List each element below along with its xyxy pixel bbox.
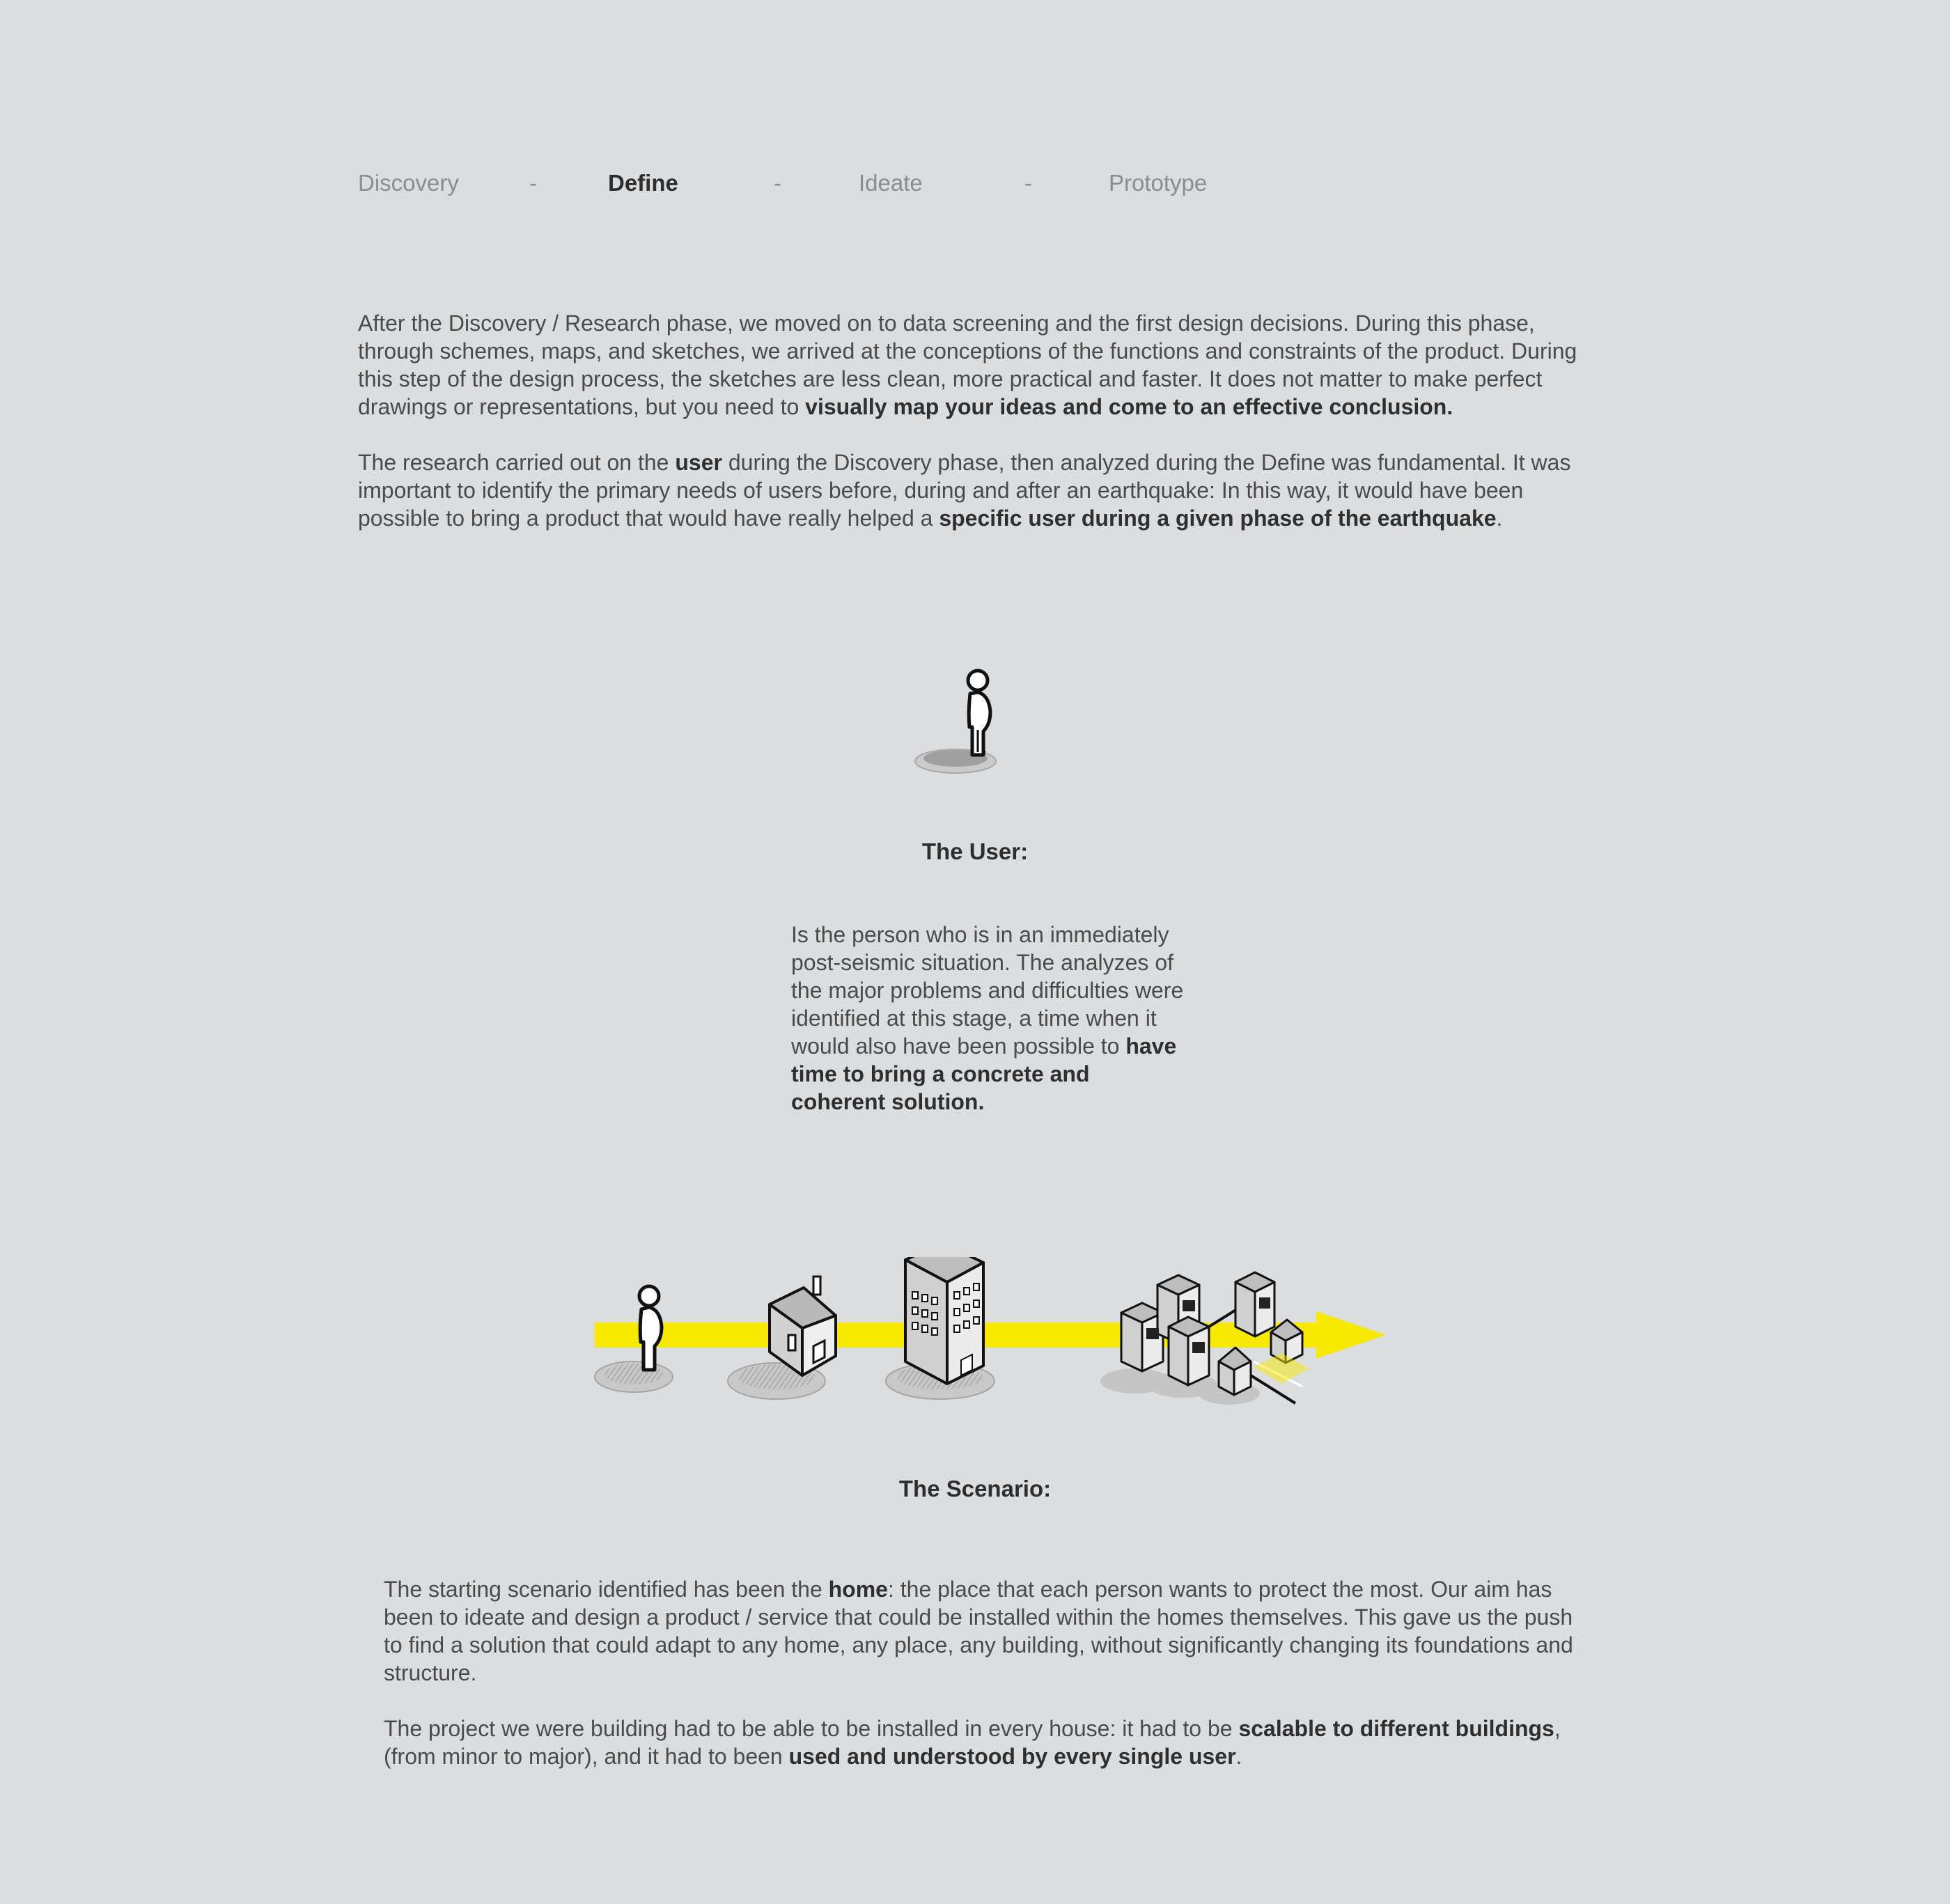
phase-discovery[interactable]: Discovery (358, 170, 459, 196)
scenario-illustration (585, 1257, 1393, 1417)
intro-text: . (1496, 506, 1503, 531)
scenario-text: The project we were building had to be able to be installed in every house: it had to be (384, 1716, 1239, 1741)
scenario-text: The starting scenario identified has been the (384, 1577, 829, 1602)
phase-define[interactable]: Define (608, 170, 678, 196)
intro-section (358, 309, 1591, 532)
intro-paragraph-1 (358, 309, 1591, 421)
phase-separator: - (774, 170, 781, 196)
intro-text: After the Discovery / Research phase, we moved on to data screening and the first design decisions. During this phase, through schemes, maps, and sketches, we arrived at the conceptions of the functions and constraints of the product. During this step of the design process, the sketches are less clean, more practical and faster. It does not matter to make perfect drawings or representations, but you need to (358, 311, 1577, 419)
intro-text: during the Discovery phase, then analyzed during the Define was fundamental. It was important to identify the primary needs of users before, during and after an earthquake: In this way, it would have been possible to bring a product that would have really helped a (358, 450, 1571, 531)
scenario-title: The Scenario: (898, 1476, 1052, 1501)
intro-emphasis: visually map your ideas and come to an effective conclusion. (805, 394, 1453, 419)
scenario-paragraph-2 (384, 1715, 1582, 1770)
scenario-emphasis: home (828, 1577, 888, 1602)
phase-separator: - (529, 170, 537, 196)
user-title: The User: (921, 838, 1029, 864)
scenario-section (384, 1575, 1582, 1770)
user-description (791, 921, 1188, 1116)
user-emphasis: have time to bring a concrete and coherent solution. (791, 1033, 1177, 1114)
user-text: Is the person who is in an immediately post-seismic situation. The analyzes of the major problems and difficulties were identified at this stage, a time when it would also have been possible to (791, 922, 1184, 1059)
phase-prototype[interactable]: Prototype (1109, 170, 1208, 196)
scenario-emphasis: scalable to different buildings (1238, 1716, 1554, 1741)
phase-separator: - (1024, 170, 1032, 196)
intro-emphasis: specific user during a given phase of the earthquake (939, 506, 1497, 531)
scenario-paragraph-1 (384, 1575, 1582, 1687)
scenario-text: , (from minor to major), and it had to been (384, 1716, 1561, 1769)
intro-emphasis: user (675, 450, 722, 475)
scenario-text: . (1235, 1744, 1242, 1769)
person-icon (915, 671, 996, 773)
intro-text: The research carried out on the (358, 450, 676, 475)
scenario-text: : the place that each person wants to protect the most. Our aim has been to ideate and design a product / service that could be installed within the homes themselves. This gave us the push to find a solution that could adapt to any home, any place, any building, without significantly changing its foundations and structure. (384, 1577, 1573, 1685)
phase-ideate[interactable]: Ideate (859, 170, 923, 196)
intro-paragraph-2 (358, 448, 1591, 532)
city-icon (1100, 1272, 1309, 1405)
scenario-emphasis: used and understood by every single user (788, 1744, 1236, 1769)
user-illustration (905, 655, 1017, 780)
